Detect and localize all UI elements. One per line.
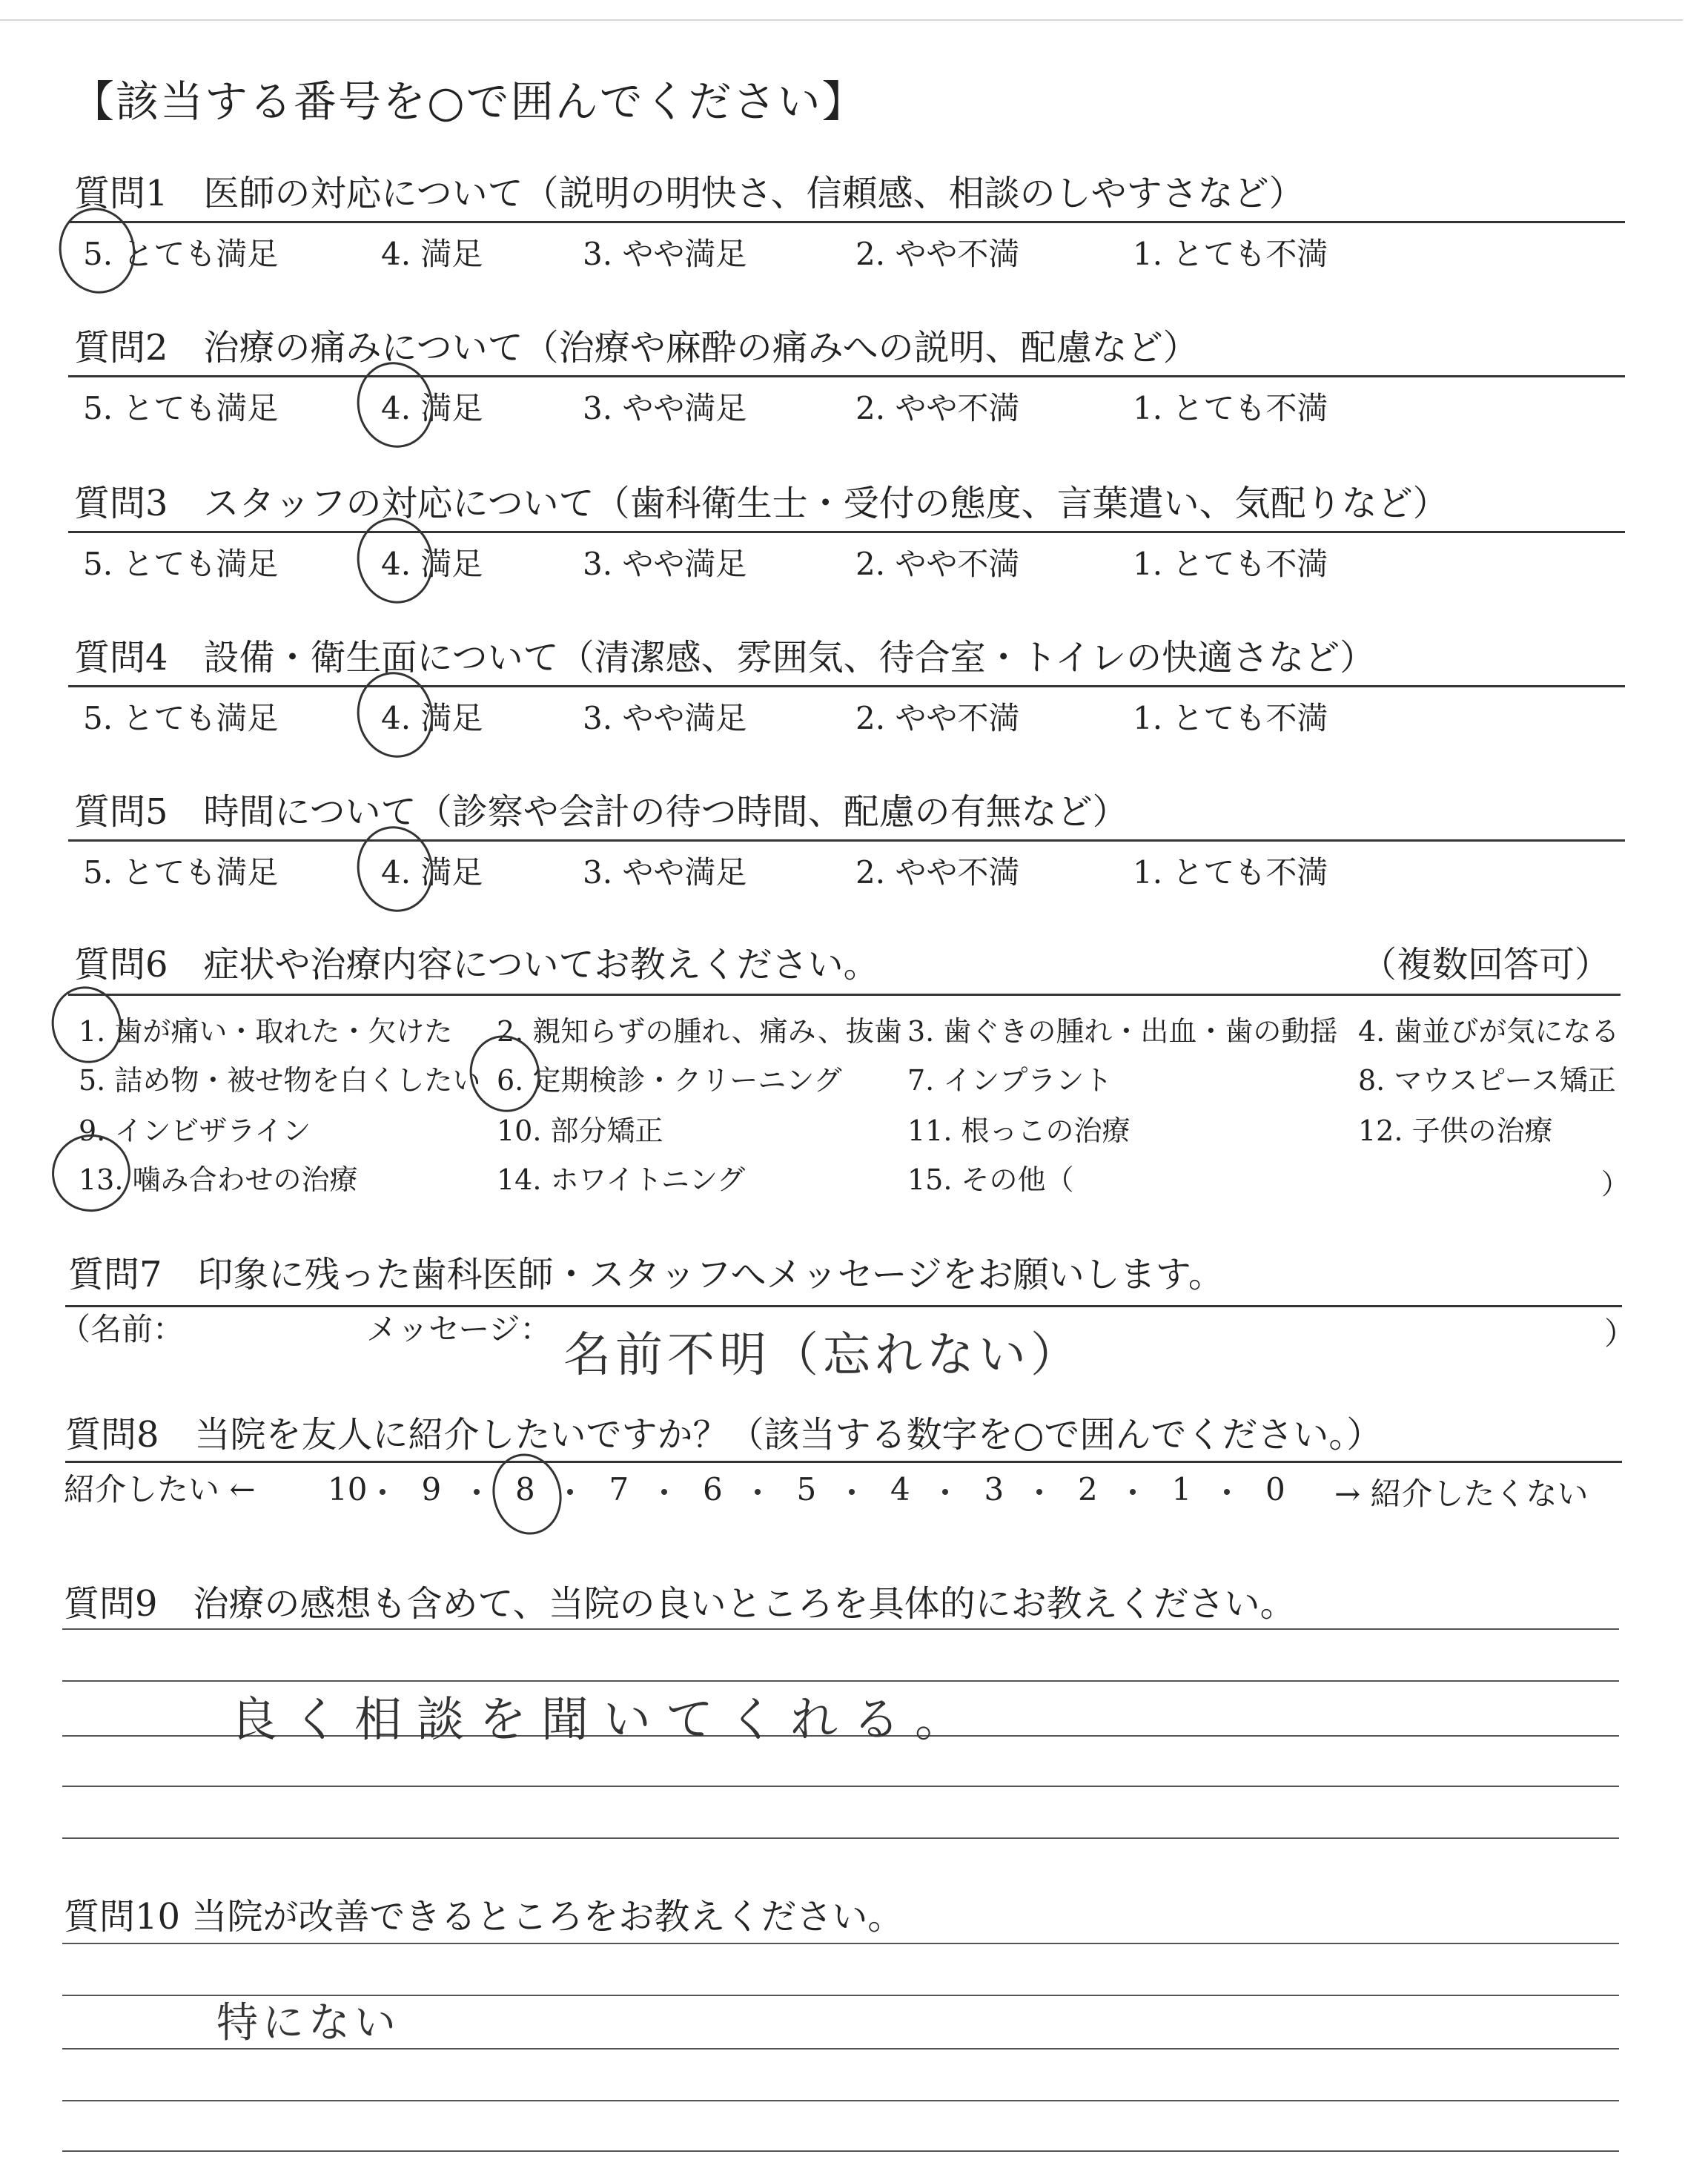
writing-line — [62, 2150, 1619, 2152]
q4-option-1[interactable]: 1. とても不満 — [1133, 700, 1328, 736]
q2-option-5[interactable]: 5. とても満足 — [83, 390, 279, 426]
writing-line — [62, 2100, 1619, 2101]
q6-option-8[interactable]: 8. マウスピース矯正 — [1358, 1064, 1616, 1097]
q6-option-11[interactable]: 11. 根っこの治療 — [907, 1114, 1131, 1147]
q8-scale-dot — [849, 1489, 855, 1495]
q6-option-9[interactable]: 9. インビザライン — [79, 1114, 311, 1147]
q7-message-label: メッセージ： — [366, 1311, 552, 1347]
q3-title: 質問3 スタッフの対応について（歯科衛生士・受付の態度、言葉遣い、気配りなど） — [74, 483, 1449, 524]
q1-option-5[interactable]: 5. とても満足 — [83, 236, 279, 272]
q8-scale-dot — [942, 1489, 948, 1495]
q6-note: （複数回答可） — [1361, 944, 1611, 985]
q8-underline — [65, 1461, 1622, 1463]
q6-option-2[interactable]: 2. 親知らずの腫れ、痛み、抜歯 — [497, 1015, 902, 1048]
q1-option-3[interactable]: 3. やや満足 — [583, 236, 747, 272]
q7-title: 質問7 印象に残った歯科医師・スタッフへメッセージをお願いします。 — [68, 1254, 1224, 1295]
q8-title: 質問8 当院を友人に紹介したいですか？（該当する数字を○で囲んでください。） — [65, 1414, 1383, 1456]
q2-option-2[interactable]: 2. やや不満 — [855, 390, 1020, 426]
q8-scale-4[interactable]: 4 — [890, 1471, 910, 1507]
q6-option-15[interactable]: 15. その他（ — [907, 1163, 1074, 1196]
q5-option-2[interactable]: 2. やや不満 — [855, 854, 1020, 891]
q6-option-7[interactable]: 7. インプラント — [907, 1064, 1113, 1097]
q1-option-1[interactable]: 1. とても不満 — [1133, 236, 1328, 272]
writing-line — [62, 1628, 1619, 1630]
q3-option-1[interactable]: 1. とても不満 — [1133, 546, 1328, 582]
q4-underline — [68, 685, 1625, 687]
q8-right-label: → 紹介したくない — [1334, 1476, 1589, 1512]
q8-scale-dot — [1224, 1489, 1230, 1495]
q5-option-4[interactable]: 4. 満足 — [381, 854, 483, 891]
q8-scale-dot — [474, 1489, 480, 1495]
q8-scale-9[interactable]: 9 — [421, 1471, 442, 1507]
q9-handwritten-answer: 良く相談を聞いてくれる。 — [230, 1693, 977, 1748]
q6-option-1[interactable]: 1. 歯が痛い・取れた・欠けた — [79, 1015, 453, 1048]
q1-underline — [68, 221, 1625, 223]
q5-option-5[interactable]: 5. とても満足 — [83, 854, 279, 891]
q6-option-3[interactable]: 3. 歯ぐきの腫れ・出血・歯の動揺 — [907, 1015, 1338, 1048]
q2-title: 質問2 治療の痛みについて（治療や麻酔の痛みへの説明、配慮など） — [74, 327, 1199, 369]
q4-option-4[interactable]: 4. 満足 — [381, 700, 483, 736]
q5-title: 質問5 時間について（診察や会計の待つ時間、配慮の有無など） — [74, 791, 1128, 833]
q2-option-4[interactable]: 4. 満足 — [381, 390, 483, 426]
q1-title: 質問1 医師の対応について（説明の明快さ、信頼感、相談のしやすさなど） — [74, 173, 1305, 214]
writing-line — [62, 1837, 1619, 1839]
q3-option-4[interactable]: 4. 満足 — [381, 546, 483, 582]
q8-scale-dot — [1130, 1489, 1136, 1495]
q8-scale-1[interactable]: 1 — [1171, 1471, 1192, 1507]
q6-underline — [68, 994, 1621, 996]
q4-option-2[interactable]: 2. やや不満 — [855, 700, 1020, 736]
q10-title: 質問10 当院が改善できるところをお教えください。 — [64, 1896, 904, 1938]
q6-option-12[interactable]: 12. 子供の治療 — [1358, 1114, 1553, 1147]
q7-underline — [65, 1305, 1622, 1307]
writing-line — [62, 1786, 1619, 1787]
q5-option-1[interactable]: 1. とても不満 — [1133, 854, 1328, 891]
q5-underline — [68, 839, 1625, 842]
q6-option-13[interactable]: 13. 噛み合わせの治療 — [79, 1163, 358, 1196]
q6-option-6[interactable]: 6. 定期検診・クリーニング — [497, 1064, 842, 1097]
q3-option-3[interactable]: 3. やや満足 — [583, 546, 747, 582]
q8-scale-0[interactable]: 0 — [1265, 1471, 1285, 1507]
q8-scale-7[interactable]: 7 — [609, 1471, 629, 1507]
q8-scale-dot — [661, 1489, 667, 1495]
q7-handwritten-message: 名前不明（忘れない） — [563, 1328, 1082, 1383]
writing-line — [62, 1943, 1619, 1944]
q8-left-label: 紹介したい ← — [64, 1471, 256, 1507]
q3-option-5[interactable]: 5. とても満足 — [83, 546, 279, 582]
q6-title: 質問6 症状や治療内容についてお教えください。 — [74, 944, 879, 985]
q8-scale-dot — [755, 1489, 761, 1495]
q6-other-close-paren: ） — [1601, 1168, 1630, 1200]
q2-option-1[interactable]: 1. とても不満 — [1133, 390, 1328, 426]
q4-option-3[interactable]: 3. やや満足 — [583, 700, 747, 736]
q7-name-label: （名前： — [59, 1311, 185, 1347]
q8-scale-6[interactable]: 6 — [703, 1471, 723, 1507]
q8-scale-3[interactable]: 3 — [984, 1471, 1004, 1507]
q7-close-paren: ） — [1604, 1315, 1636, 1352]
q3-underline — [68, 531, 1625, 533]
q6-option-14[interactable]: 14. ホワイトニング — [497, 1163, 746, 1196]
q6-option-4[interactable]: 4. 歯並びが気になる — [1358, 1015, 1620, 1048]
q9-title: 質問9 治療の感想も含めて、当院の良いところを具体的にお教えください。 — [64, 1583, 1296, 1625]
scan-top-edge — [0, 19, 1683, 21]
q5-option-3[interactable]: 3. やや満足 — [583, 854, 747, 891]
form-heading: 【該当する番号を○で囲んでください】 — [71, 76, 867, 127]
q4-title: 質問4 設備・衛生面について（清潔感、雰囲気、待合室・トイレの快適さなど） — [74, 637, 1376, 678]
q8-scale-dot — [380, 1489, 385, 1495]
q8-scale-5[interactable]: 5 — [796, 1471, 817, 1507]
q6-option-5[interactable]: 5. 詰め物・被せ物を白くしたい — [79, 1064, 481, 1097]
q2-underline — [68, 375, 1625, 377]
q3-option-2[interactable]: 2. やや不満 — [855, 546, 1020, 582]
q2-option-3[interactable]: 3. やや満足 — [583, 390, 747, 426]
q4-option-5[interactable]: 5. とても満足 — [83, 700, 279, 736]
q6-option-10[interactable]: 10. 部分矯正 — [497, 1114, 663, 1147]
q8-scale-10[interactable]: 10 — [328, 1471, 368, 1507]
q8-scale-2[interactable]: 2 — [1078, 1471, 1098, 1507]
q1-option-4[interactable]: 4. 満足 — [381, 236, 483, 272]
q8-scale-8[interactable]: 8 — [515, 1471, 535, 1507]
q10-handwritten-answer: 特にない — [216, 1999, 400, 2047]
q1-option-2[interactable]: 2. やや不満 — [855, 236, 1020, 272]
q8-scale-dot — [1036, 1489, 1042, 1495]
q8-scale-dot — [567, 1489, 573, 1495]
